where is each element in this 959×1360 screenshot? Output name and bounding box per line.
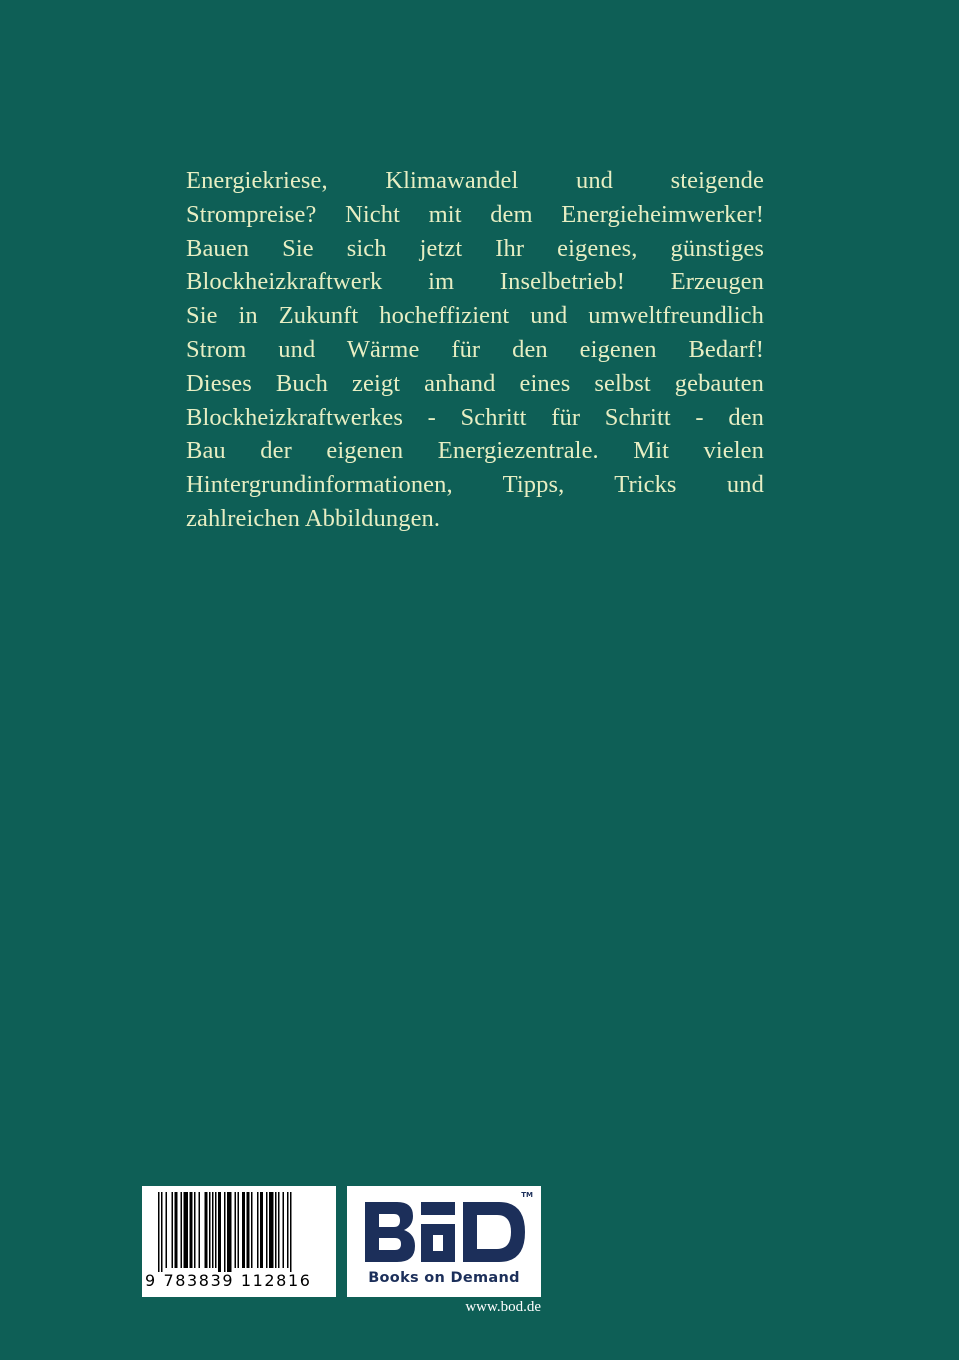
publisher-logo bbox=[347, 1186, 541, 1297]
blurb-line: Bauen Sie sich jetzt Ihr eigenes, günstiges bbox=[186, 234, 764, 262]
blurb-line: zahlreichen Abbildungen. bbox=[186, 504, 441, 532]
blurb-line: Sie in Zukunft hocheffizient und umweltfreundlich bbox=[186, 302, 764, 330]
bod-logo-icon bbox=[363, 1200, 527, 1264]
blurb-line: Strompreise? Nicht mit dem Energieheimwerker! bbox=[186, 200, 764, 228]
logo-tagline: Books on Demand bbox=[368, 1270, 520, 1286]
blurb-line: Blockheizkraftwerk im Inselbetrieb! Erzeugen bbox=[186, 268, 764, 296]
blurb-line: Bau der eigenen Energiezentrale. Mit vielen bbox=[186, 437, 764, 465]
website-url: www.bod.de bbox=[465, 1299, 541, 1315]
blurb-line: Energiekriese, Klimawandel und steigende bbox=[186, 167, 764, 194]
blurb-line: Dieses Buch zeigt anhand eines selbst gebauten bbox=[186, 369, 764, 397]
trademark-mark: TM bbox=[521, 1191, 533, 1199]
blurb-line: Hintergrundinformationen, Tipps, Tricks und bbox=[186, 471, 764, 499]
barcode-icon bbox=[158, 1192, 320, 1272]
blurb-line: Blockheizkraftwerkes - Schritt für Schritt - den bbox=[186, 403, 764, 431]
blurb-text bbox=[186, 164, 764, 536]
barcode-digits: 9 783839 112816 bbox=[145, 1271, 312, 1290]
blurb-line: Strom und Wärme für den eigenen Bedarf! bbox=[186, 335, 764, 363]
isbn-barcode bbox=[142, 1186, 336, 1297]
